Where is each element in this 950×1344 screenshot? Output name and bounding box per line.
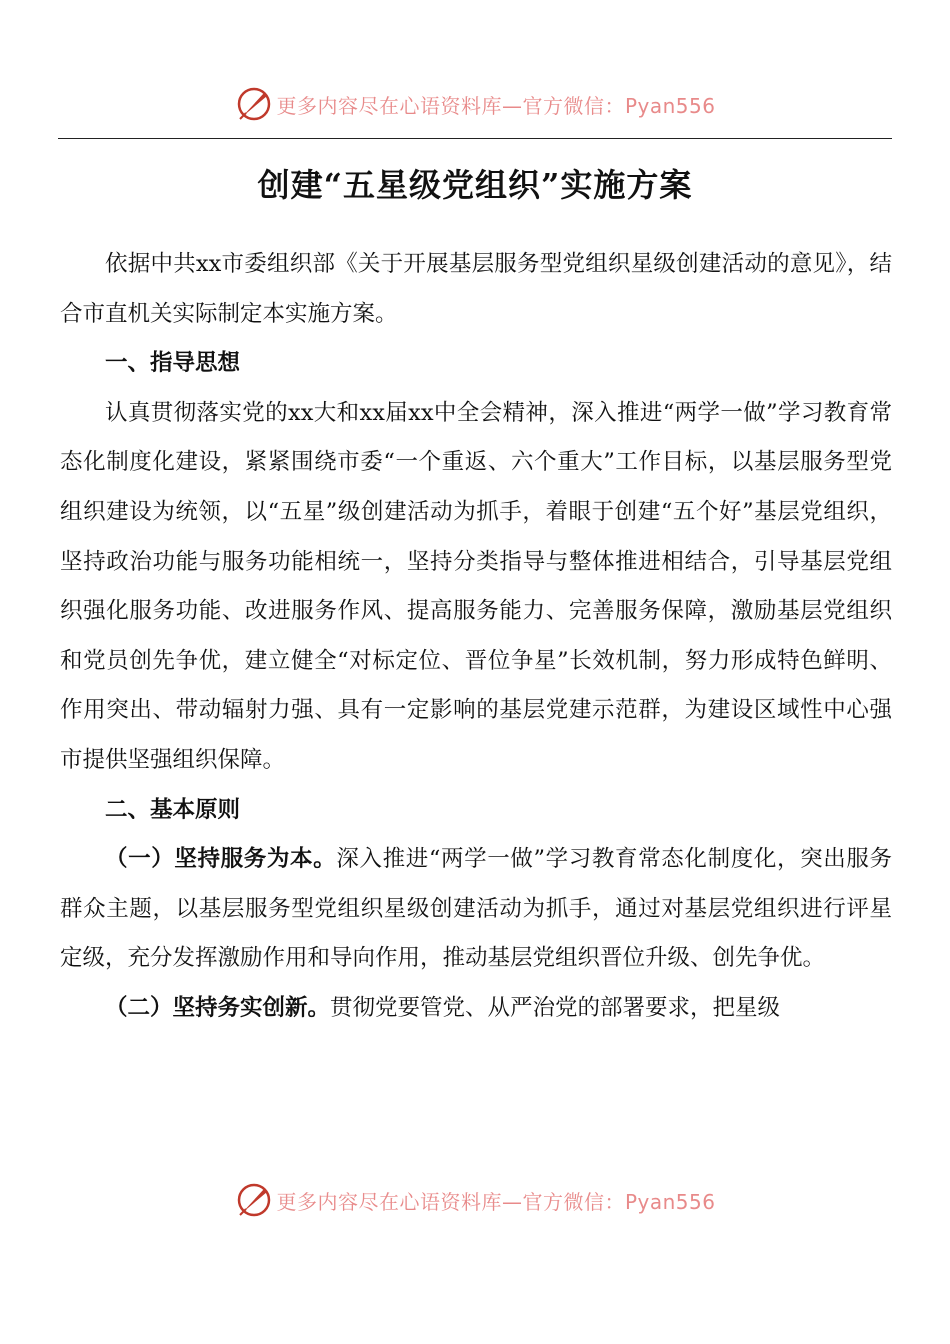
banner-text: 更多内容尽在心语资料库—官方微信：Pyan556 xyxy=(276,93,716,118)
section-heading-basic-principles: 二、基本原则 xyxy=(105,796,241,823)
principle-item-1 xyxy=(60,835,892,984)
footer-banner xyxy=(0,1180,950,1220)
principle-item-1-body: 深入推进“两学一做”学习教育常态化制度化，突出服务群众主题，以基层服务型党组织星级创建活动为抓手，通过对基层党组织进行评星定级，充分发挥激励作用和导向作用，推动基层党组织晋位升级、创先争优。 xyxy=(60,846,892,972)
principle-item-2 xyxy=(60,984,892,1034)
principle-item-2-body: 贯彻党要管党、从严治党的部署要求，把星级 xyxy=(330,994,781,1021)
intro-paragraph: 依据中共xx市委组织部《关于开展基层服务型党组织星级创建活动的意见》，结合市直机关实际制定本实施方案。 xyxy=(60,251,892,327)
principle-item-1-lead: （一）坚持服务为本。 xyxy=(105,846,337,873)
document-title: 创建“五星级党组织”实施方案 xyxy=(257,166,693,204)
quill-logo-icon xyxy=(234,84,274,124)
document-body xyxy=(60,240,892,1034)
header-banner xyxy=(0,84,950,124)
header-divider xyxy=(58,138,892,139)
section-heading-guiding-thought: 一、指导思想 xyxy=(105,350,241,377)
principle-item-2-lead: （二）坚持务实创新。 xyxy=(105,994,331,1021)
guiding-thought-paragraph: 认真贯彻落实党的xx大和xx届xx中全会精神，深入推进“两学一做”学习教育常态化制度化建设，紧紧围绕市委“一个重返、六个重大”工作目标，以基层服务型党组织建设为统领，以“五星”级创建活动为抓手，着眼于创建“五个好”基层党组织，坚持政治功能与服务功能相统一，坚持分类指导与整体推进相结合，引导基层党组织强化服务功能、改进服务作风、提高服务能力、完善服务保障，激励基层党组织和党员创先争优，建立健全“对标定位、晋位争星”长效机制，努力形成特色鲜明、作用突出、带动辐射力强、具有一定影响的基层党建示范群，为建设区域性中心强市提供坚强组织保障。 xyxy=(60,399,892,773)
banner-text: 更多内容尽在心语资料库—官方微信：Pyan556 xyxy=(276,1189,716,1214)
quill-logo-icon xyxy=(234,1180,274,1220)
